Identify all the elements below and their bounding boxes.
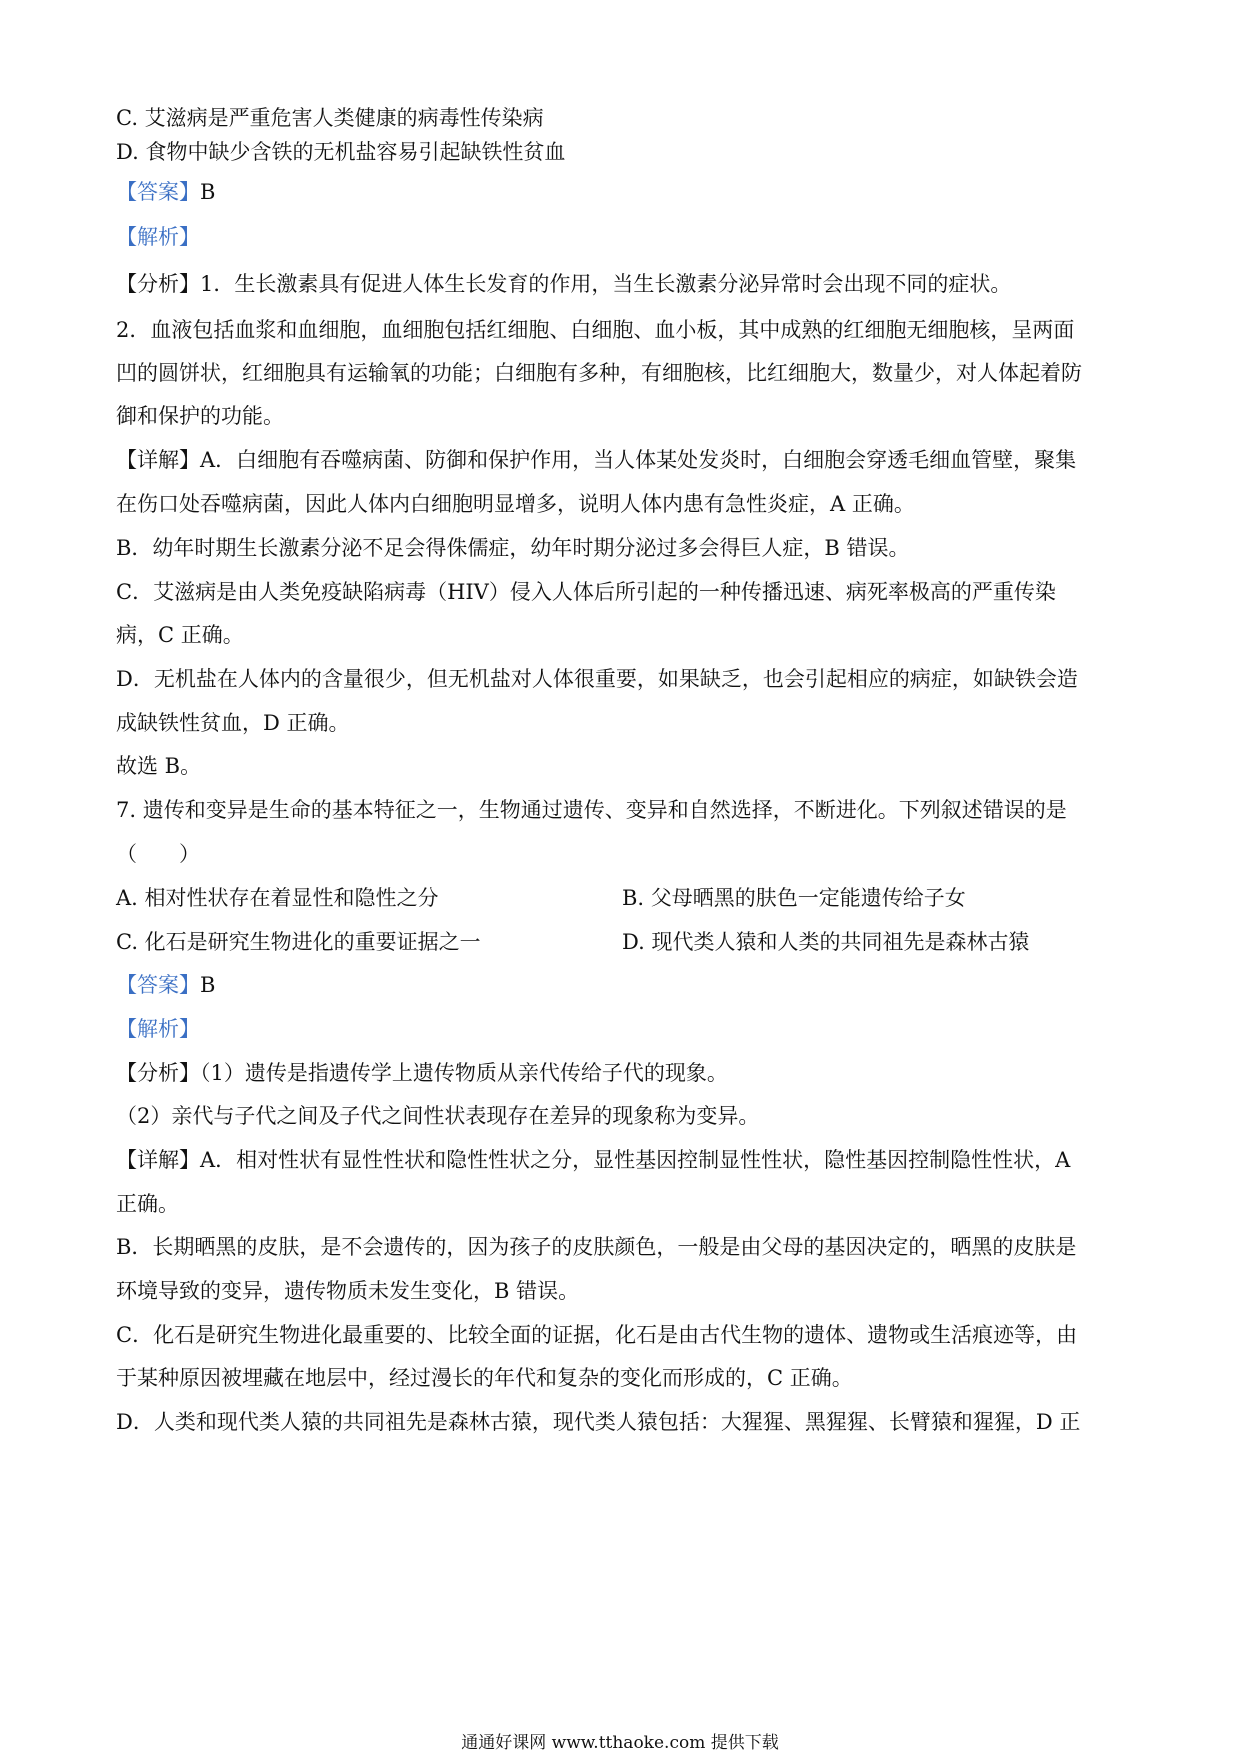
option-c: C. 化石是研究生物进化的重要证据之一: [116, 930, 481, 954]
answer-value: B: [200, 180, 216, 204]
analysis-tag: 【解析】: [116, 225, 200, 249]
analysis-line-1: [116, 223, 1126, 251]
detail-text-line: 环境导致的变异，遗传物质未发生变化，B 错误。: [116, 1279, 580, 1303]
detail-text-line: D．无机盐在人体内的含量很少，但无机盐对人体很重要，如果缺乏，也会引起相应的病症，如缺铁会造: [116, 667, 1078, 691]
detail-text-line: C．艾滋病是由人类免疫缺陷病毒（HIV）侵入人体后所引起的一种传播迅速、病死率极高的严重传染: [116, 580, 1056, 604]
question-7-stem: 7. 遗传和变异是生命的基本特征之一，生物通过遗传、变异和自然选择，不断进化。下列叙述错误的是: [116, 798, 1067, 822]
answer-tag: 【答案】: [116, 973, 200, 997]
analysis-line-2: [116, 1015, 1126, 1043]
answer-value: B: [200, 973, 216, 997]
analysis-text-line: （2）亲代与子代之间及子代之间性状表现存在差异的现象称为变异。: [116, 1104, 760, 1128]
analysis-text-line: 御和保护的功能。: [116, 404, 284, 428]
detail-text-line: 在伤口处吞噬病菌，因此人体内白细胞明显增多，说明人体内患有急性炎症，A 正确。: [116, 492, 915, 516]
option-c-previous: C. 艾滋病是严重危害人类健康的病毒性传染病: [116, 106, 544, 130]
detail-text-line: C．化石是研究生物进化最重要的、比较全面的证据，化石是由古代生物的遗体、遗物或生活痕迹等，由: [116, 1323, 1078, 1347]
detail-text-line: B．长期晒黑的皮肤，是不会遗传的，因为孩子的皮肤颜色，一般是由父母的基因决定的，晒黑的皮肤是: [116, 1235, 1077, 1259]
option-d-previous: D. 食物中缺少含铁的无机盐容易引起缺铁性贫血: [116, 140, 566, 164]
answer-tag: 【答案】: [116, 180, 200, 204]
analysis-text-line: 2．血液包括血浆和血细胞，血细胞包括红细胞、白细胞、血小板，其中成熟的红细胞无细胞核，呈两面: [116, 318, 1075, 342]
page-footer: 通通好课网 www.tthaoke.com 提供下载: [461, 1733, 779, 1753]
detail-text-line: 【详解】A．白细胞有吞噬病菌、防御和保护作用，当人体某处发炎时，白细胞会穿透毛细血管壁，聚集: [116, 448, 1077, 472]
option-d: D. 现代类人猿和人类的共同祖先是森林古猿: [622, 930, 1030, 954]
answer-line-1: [116, 178, 1126, 206]
detail-text-line: 成缺铁性贫血，D 正确。: [116, 711, 350, 735]
detail-text-line: 正确。: [116, 1192, 179, 1216]
conclusion-line: 故选 B。: [116, 754, 202, 778]
detail-text-line: B．幼年时期生长激素分泌不足会得侏儒症，幼年时期分泌过多会得巨人症，B 错误。: [116, 536, 910, 560]
analysis-tag: 【解析】: [116, 1017, 200, 1041]
detail-text-line: D．人类和现代类人猿的共同祖先是森林古猿，现代类人猿包括：大猩猩、黑猩猩、长臂猿和猩猩，D 正: [116, 1410, 1081, 1434]
detail-text-line: 病，C 正确。: [116, 623, 244, 647]
analysis-text-line: 凹的圆饼状，红细胞具有运输氧的功能；白细胞有多种，有细胞核，比红细胞大，数量少，对人体起着防: [116, 361, 1082, 385]
analysis-text-line: 【分析】（1）遗传是指遗传学上遗传物质从亲代传给子代的现象。: [116, 1061, 728, 1085]
answer-line-2: [116, 971, 1126, 999]
option-a: A. 相对性状存在着显性和隐性之分: [116, 886, 439, 910]
detail-text-line: 于某种原因被埋藏在地层中，经过漫长的年代和复杂的变化而形成的，C 正确。: [116, 1366, 853, 1390]
detail-text-line: 【详解】A．相对性状有显性性状和隐性性状之分，显性基因控制显性性状，隐性基因控制隐性性状，A: [116, 1148, 1071, 1172]
analysis-text-line: 【分析】1．生长激素具有促进人体生长发育的作用，当生长激素分泌异常时会出现不同的症状。: [116, 272, 1012, 296]
question-7-blank: （ ）: [116, 842, 200, 866]
option-b: B. 父母晒黑的肤色一定能遗传给子女: [622, 886, 966, 910]
